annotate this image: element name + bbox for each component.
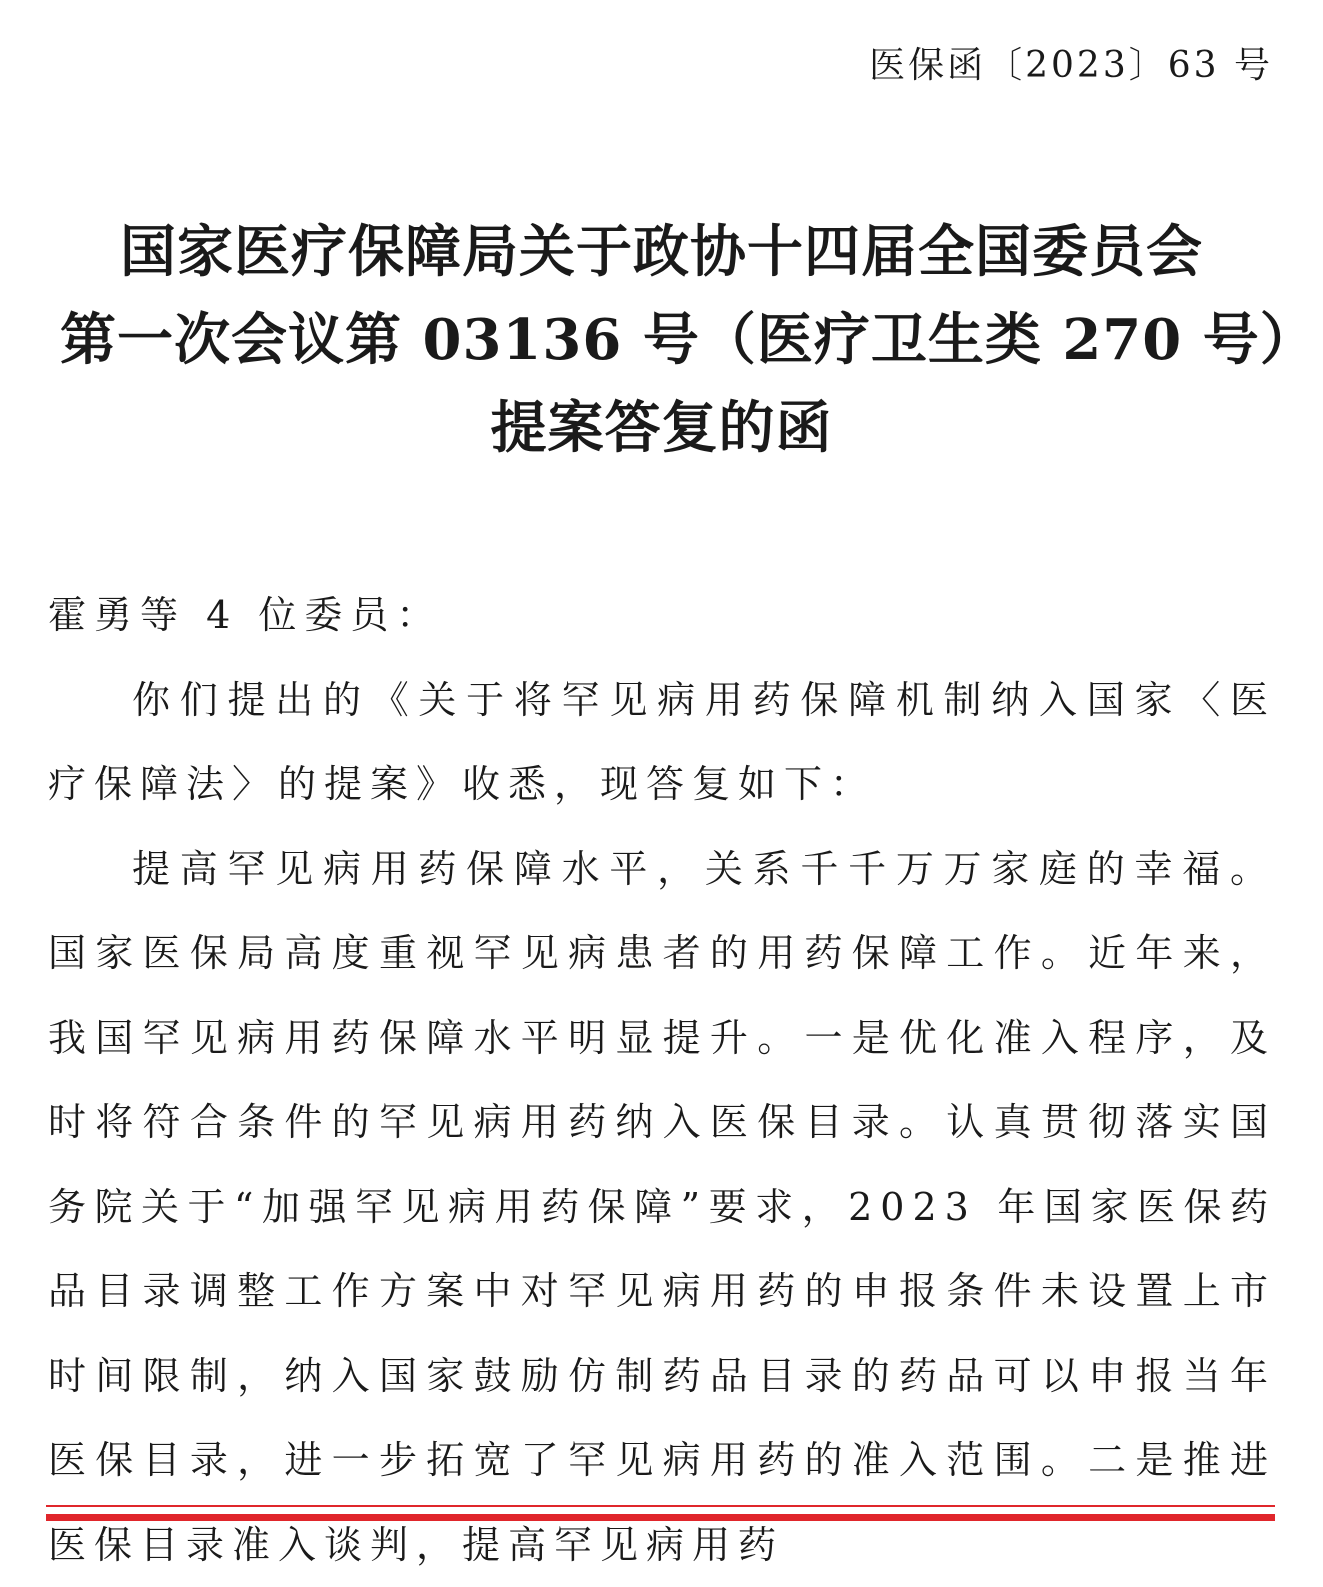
document-number: 医保函〔2023〕63 号 xyxy=(869,40,1273,92)
document-body xyxy=(48,573,1276,1587)
title-line-3: 提案答复的函 xyxy=(60,384,1263,472)
footer-rule-thick xyxy=(46,1514,1275,1521)
footer-rule-thin xyxy=(46,1505,1275,1507)
title-line-1: 国家医疗保障局关于政协十四届全国委员会 xyxy=(60,208,1263,296)
body-paragraph-2: 提高罕见病用药保障水平，关系千千万万家庭的幸福。国家医保局高度重视罕见病患者的用药保障工作。近年来，我国罕见病用药保障水平明显提升。一是优化准入程序，及时将符合条件的罕见病用药纳入医保目录。认真贯彻落实国务院关于“加强罕见病用药保障”要求，2023 年国家医保药品目录调整工作方案中对罕见病用药的申报条件未设置上市时间限制，纳入国家鼓励仿制药品目录的药品可以申报当年医保目录，进一步拓宽了罕见病用药的准入范围。二是推进医保目录准入谈判，提高罕见病用药 xyxy=(48,827,1276,1587)
document-title xyxy=(60,208,1263,472)
body-paragraph-1: 你们提出的《关于将罕见病用药保障机制纳入国家〈医疗保障法〉的提案》收悉，现答复如下： xyxy=(48,658,1276,827)
salutation: 霍勇等 4 位委员： xyxy=(48,573,1276,658)
title-line-2: 第一次会议第 03136 号（医疗卫生类 270 号） xyxy=(60,296,1263,384)
